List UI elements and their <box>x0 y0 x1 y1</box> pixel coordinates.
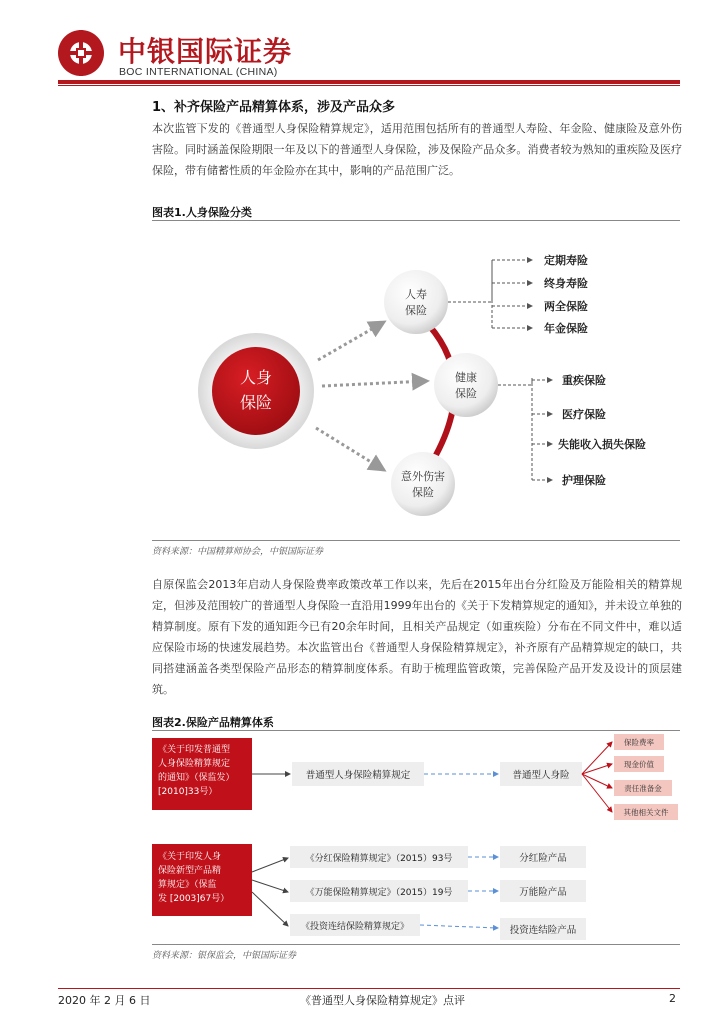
logo-square <box>76 48 86 58</box>
product-label: 万能险产品 <box>519 887 567 898</box>
center-label: 保险 <box>239 393 273 412</box>
figure1-source: 资料来源：中国精算师协会，中银国际证券 <box>152 547 324 557</box>
doc-text: 《关于印发人身 <box>158 852 222 862</box>
life-item: 终身寿险 <box>544 277 588 290</box>
rule-label: 《分红保险精算规定》（2015）93号 <box>305 854 453 864</box>
doc-text: 的通知》（保监发） <box>158 773 235 783</box>
doc-text: 《关于印发普通型 <box>158 745 231 755</box>
accident-label: 保险 <box>412 486 434 499</box>
life-item: 两全保险 <box>544 300 588 313</box>
rule-label: 普通型人身保险精算规定 <box>305 770 411 781</box>
branch-arrow <box>582 774 612 812</box>
arrow <box>322 381 427 386</box>
doc-text: 发 [2003]67号） <box>158 894 230 904</box>
doc-text: [2010]33号） <box>158 787 218 797</box>
footer-title: 《普通型人身保险精算规定》点评 <box>300 994 465 1007</box>
center-ball <box>212 347 300 435</box>
branch-line <box>498 378 532 480</box>
flow-arrow <box>252 880 288 892</box>
life-label: 人寿 <box>405 288 427 301</box>
brand-name-en: BOC INTERNATIONAL (CHINA) <box>119 66 278 78</box>
doc-text: 算规定》（保监 <box>158 880 217 890</box>
rule-label: 《投资连结保险精算规定》 <box>300 922 410 932</box>
item-label: 其他相关文件 <box>623 808 669 817</box>
item-label: 责任准备金 <box>624 784 662 793</box>
footer-divider <box>58 988 680 989</box>
health-label: 健康 <box>455 371 477 384</box>
product-label: 分红险产品 <box>519 853 567 864</box>
arrow <box>318 322 384 360</box>
paragraph-1: 本次监管下发的《普通型人身保险精算规定》，适用范围包括所有的普通型人寿险、年金险、健康险及意外伤害险。同时涵盖保险期限一年及以下的普通型人身保险，涉及保险产品众多。消费者较为熟知的重疾险及医疗保险，带有储蓄性质的年金险亦在其中，影响的产品范围广泛。 <box>152 122 682 177</box>
rule-label: 《万能保险精算规定》（2015）19号 <box>305 888 453 898</box>
health-item: 重疾保险 <box>562 374 606 387</box>
flow-arrow <box>252 858 288 872</box>
footer-date: 2020 年 2 月 6 日 <box>58 994 151 1007</box>
figure1-bottom-rule <box>152 540 680 541</box>
figure2-top-rule <box>152 730 680 731</box>
header-divider <box>58 80 680 84</box>
figure1-top-rule <box>152 220 680 221</box>
figure2-source: 资料来源：银保监会，中银国际证券 <box>152 951 297 961</box>
item-label: 现金价值 <box>624 760 654 769</box>
figure1-title: 图表1.人身保险分类 <box>152 206 252 219</box>
item-label: 保险费率 <box>624 738 654 747</box>
life-item: 定期寿险 <box>544 254 588 267</box>
figure2-bottom-rule <box>152 944 680 945</box>
health-ball <box>434 353 498 417</box>
doc-text: 人身保险精算规定 <box>158 759 231 769</box>
health-item: 医疗保险 <box>562 408 606 421</box>
accident-label: 意外伤害 <box>401 470 445 483</box>
product-label: 投资连结险产品 <box>509 925 577 936</box>
paragraph-2: 自原保监会2013年启动人身保险费率政策改革工作以来，先后在2015年出台分红险及万能险相关的精算规定，但涉及范围较广的普通型人身保险一直沿用1999年出台的《关于下发精算规定的通知》，并未设立单独的精算制度。原有下发的通知距今已有20余年时间，且相关产品规定（如重疾险）分布在不同文件中，难以适应保险市场的快速发展趋势。本次监管出台《普通型人身保险精算规定》，补齐原有产品精算规定的缺口，共同搭建涵盖各类型保险产品形态的精算制度体系。有助于梳理监管政策，完善保险产品开发及设计的顶层建筑。 <box>152 578 682 696</box>
life-item: 年金保险 <box>544 322 588 335</box>
figure2-diagram <box>152 732 680 944</box>
branch-arrow <box>582 774 612 788</box>
arrow <box>316 428 384 470</box>
center-label: 人身 <box>239 368 273 387</box>
product-label: 普通型人身险 <box>512 770 570 781</box>
life-ball <box>384 270 448 334</box>
flow-arrow <box>420 925 498 928</box>
flow-arrow <box>252 892 288 926</box>
life-label: 保险 <box>405 304 427 317</box>
accident-ball <box>391 452 455 516</box>
branch-line <box>448 260 492 328</box>
doc-text: 保险新型产品精 <box>158 866 222 876</box>
page-number: 2 <box>669 992 676 1005</box>
header-divider <box>58 85 680 86</box>
health-item: 失能收入损失保险 <box>558 438 646 451</box>
health-item: 护理保险 <box>562 474 606 487</box>
brand-name-cn: 中银国际证券 <box>118 35 293 68</box>
health-label: 保险 <box>455 387 477 400</box>
figure1-diagram <box>152 222 680 540</box>
figure2-title: 图表2.保险产品精算体系 <box>152 716 274 729</box>
section-heading: 1、补齐保险产品精算体系，涉及产品众多 <box>152 100 396 115</box>
